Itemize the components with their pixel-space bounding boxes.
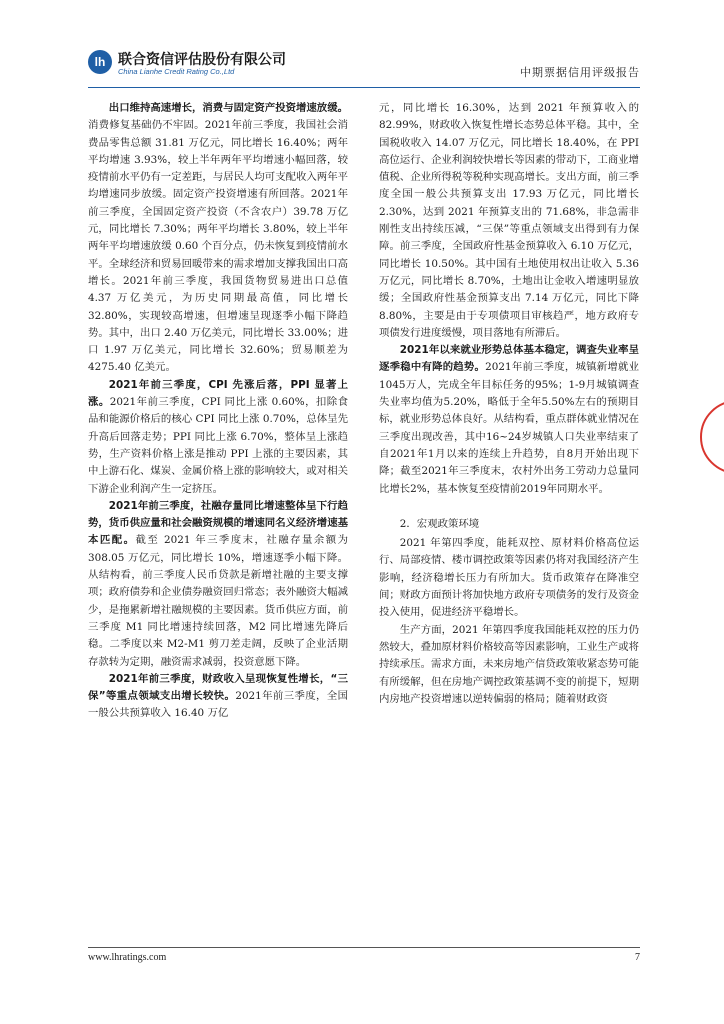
paragraph-body: 2021年前三季度，城镇新增就业1045万人，完成全年目标任务的95%；1-9月城镇调查失业率均值为5.20%，略低于全年5.50%左右的预期目标，就业形势总体良好。从结构看，重点群体就业情况在三季度出现改善，其中16~24岁城镇人口失业率结束了自2021年1月以来的连续上升趋势，自8月开始出现下降；截至2021年三季度末，农村外出务工劳动力总量同比增长2%，基本恢复至疫情前2019年同期水平。	[379, 361, 640, 495]
paragraph-body: 元，同比增长 16.30%，达到 2021 年预算收入的 82.99%，财政收入恢复性增长态势总体平稳。其中，全国税收收入 14.07 万亿元，同比增长 18.40%，在 PPI 高位运行、企业利润较快增长等因素的带动下，工商业增值税、企业所得税等税种实现高增长。支出方面，前三季度全国一般公共预算支出 17.93 万亿元，同比增长 2.30%，达到 2021 年预算支出的 71.68%，非急需非刚性支出持续压减，“三保”等重点领域支出得到有力保障。前三季度，全国政府性基金预算收入 6.10 万亿元，同比增长 10.50%。其中国有土地使用权出让收入 5.36 万亿元，同比增长 8.70%，土地出让金收入增速明显放缓；全国政府性基金预算支出 7.14 万亿元，同比下降 8.80%，主要是由于专项债项目审核趋严，地方政府专项债发行进度缓慢，项目落地有所滞后。	[379, 102, 639, 339]
company-logo-icon: lh	[88, 50, 112, 74]
left-column	[88, 100, 348, 723]
paragraph-lead: 2021年以来就业形势总体基本稳定，调查失业率呈逐季稳中有降的趋势。	[379, 344, 639, 374]
paragraph	[379, 342, 639, 498]
company-seal-stamp	[700, 400, 724, 474]
paragraph	[88, 498, 348, 671]
report-title: 中期票据信用评级报告	[520, 66, 640, 79]
company-name-cn: 联合资信评估股份有限公司	[118, 52, 286, 68]
paragraph: 2021 年第四季度，能耗双控、原材料价格高位运行、局部疫情、楼市调控政策等因素仍将对我国经济产生影响，经济稳增长压力有所加大。货币政策存在降准空间；财政方面预计将加快地方政府专项债务的发行及资金投入使用，促进经济平稳增长。	[379, 537, 639, 619]
company-name-en: China Lianhe Credit Rating Co.,Ltd	[118, 67, 235, 76]
section-heading: 2．宏观政策环境	[399, 517, 480, 530]
paragraph-body: 2021年前三季度，全国一般公共预算收入 16.40 万亿	[88, 690, 348, 720]
paragraph	[88, 671, 348, 723]
footer-divider	[88, 947, 640, 948]
right-column	[379, 100, 639, 708]
paragraph-body: 截至 2021 年三季度末，社融存量余额为 308.05 万亿元，同比增长 10%，增速逐季小幅下降。从结构看，前三季度人民币贷款是新增社融的主要支撑项；政府债券和企业债券融资回归常态；表外融资大幅减少，是拖累新增社融规模的主要因素。货币供应方面，前三季度 M1 同比增速持续回落，M2 同比增速先降后稳。二季度以来 M2-M1 剪刀差走阔，反映了企业活期存款转为定期，融资需求减弱，投资意愿下降。	[88, 534, 348, 668]
paragraph	[88, 100, 348, 377]
paragraph-lead: 2021年前三季度，CPI 先涨后落，PPI 显著上涨。	[88, 378, 348, 409]
paragraph-lead: 2021年前三季度，社融存量同比增速整体呈下行趋势，货币供应量和社会融资规模的增速同名义经济增速基本匹配。	[88, 499, 348, 547]
page-header	[88, 44, 640, 86]
page-number: 7	[635, 952, 640, 963]
header-divider	[88, 87, 640, 88]
paragraph	[88, 377, 348, 498]
paragraph-lead: 2021年前三季度，财政收入呈现恢复性增长，“三保”等重点领域支出增长较快。	[88, 672, 348, 703]
paragraph	[379, 100, 639, 342]
paragraph-body: 消费修复基础仍不牢固。2021年前三季度，我国社会消费品零售总额 31.81 万亿元，同比增长 16.40%；两年平均增速 3.93%，较上半年两年平均增速小幅回落，较疫情前水平仍有一定差距，与居民人均可支配收入两年平均增速同步放缓。固定资产投资增速有所回落。2021年前三季度，全国固定资产投资（不含农户）39.78 万亿元，同比增长 7.30%；两年平均增长 3.80%，较上半年两年平均增速放缓 0.60 个百分点，仍未恢复到疫情前水平。全球经济和贸易回暖带来的需求增加支撑我国出口高增长。2021年前三季度，我国货物贸易进出口总值 4.37 万亿美元，为历史同期最高值，同比增长 32.80%，实现较高增速，但增速呈现逐季小幅下降趋势。其中，出口 2.40 万亿美元，同比增长 33.00%；进口 1.97 万亿美元，同比增长 32.60%；贸易顺差为 4275.40 亿美元。	[88, 119, 348, 374]
paragraph-body: 2021年前三季度，CPI 同比上涨 0.60%，扣除食品和能源价格后的核心 CPI 同比上涨 0.70%，总体呈先升高后回落走势；PPI 同比上涨 6.70%，整体呈上涨趋势，生产资料价格上涨是推动 PPI 上涨的主要因素，其中上游石化、煤炭、金属价格上涨的影响较大，或对相关下游企业利润产生一定挤压。	[88, 396, 349, 495]
footer-url: www.lhratings.com	[88, 952, 167, 963]
paragraph: 生产方面，2021 年第四季度我国能耗双控的压力仍然较大，叠加原材料价格较高等因素影响，工业生产或将持续承压。需求方面，未来房地产信贷政策收紧态势可能有所缓解，但在房地产调控政策基调不变的前提下，短期内房地产投资增速以逆转偏弱的格局；随着财政资	[379, 623, 639, 705]
paragraph-lead: 出口维持高速增长，消费与固定资产投资增速放缓。	[108, 102, 348, 114]
